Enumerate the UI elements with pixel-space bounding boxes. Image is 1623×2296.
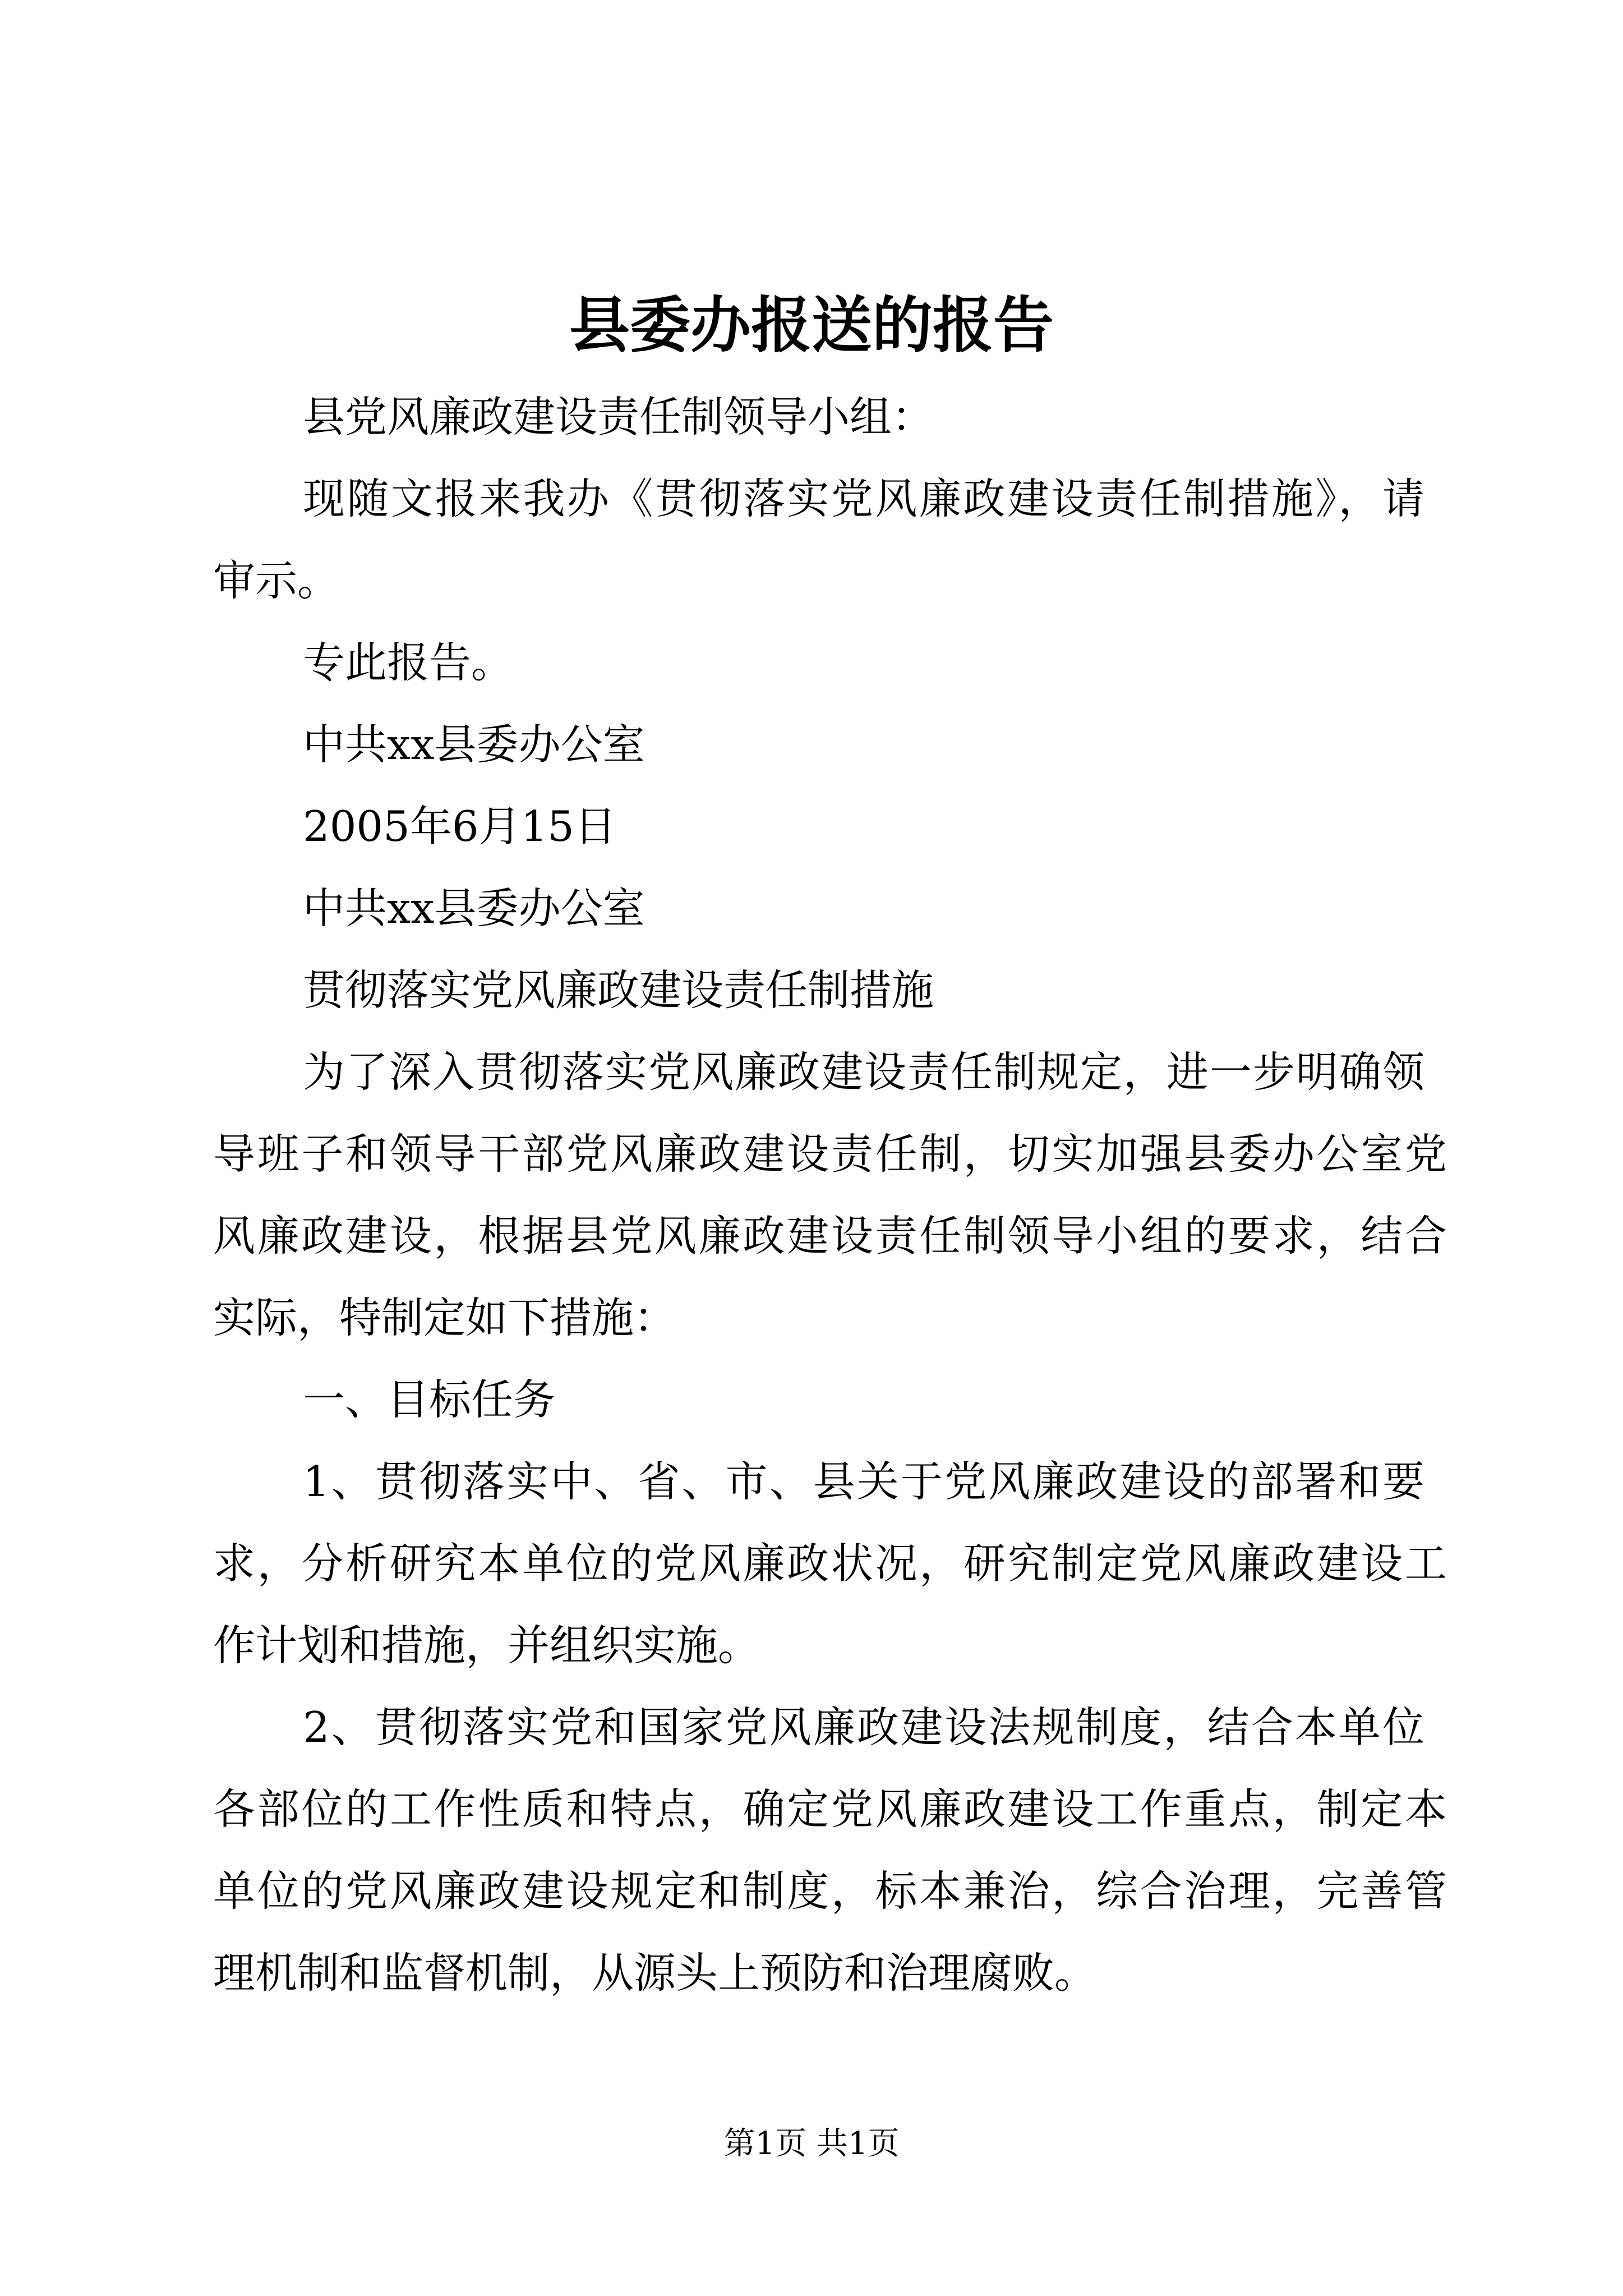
body-line: 求，分析研究本单位的党风廉政状况，研究制定党风廉政建设工: [213, 1539, 1447, 1588]
section-heading: 一、目标任务: [303, 1375, 556, 1424]
body-line: 为了深入贯彻落实党风廉政建设责任制规定，进一步明确领: [303, 1047, 1424, 1097]
body-line: 审示。: [213, 556, 340, 605]
addressee-line: 县党风廉政建设责任制领导小组：: [303, 392, 934, 441]
body-line: 作计划和措施，并组织实施。: [213, 1621, 760, 1670]
body-line: 风廉政建设，根据县党风廉政建设责任制领导小组的要求，结合: [213, 1211, 1447, 1260]
page-title: 县委办报送的报告: [569, 290, 1054, 361]
attachment-title: 贯彻落实党风廉政建设责任制措施: [303, 965, 934, 1015]
body-line: 实际，特制定如下措施：: [213, 1293, 676, 1342]
body-line: 2、贯彻落实党和国家党风廉政建设法规制度，结合本单位: [303, 1703, 1424, 1752]
body-line: 单位的党风廉政建设规定和制度，标本兼治，综合治理，完善管: [213, 1866, 1447, 1916]
body-line: 理机制和监督机制，从源头上预防和治理腐败。: [213, 1948, 1097, 1998]
body-line: 导班子和领导干部党风廉政建设责任制，切实加强县委办公室党: [213, 1129, 1447, 1179]
body-line: 1、贯彻落实中、省、市、县关于党风廉政建设的部署和要: [303, 1457, 1424, 1506]
body-line: 现随文报来我办《贯彻落实党风廉政建设责任制措施》，请: [303, 474, 1424, 523]
signature-line: 中共xx县委办公室: [303, 720, 645, 769]
closing-line: 专此报告。: [303, 638, 514, 687]
body-line: 各部位的工作性质和特点，确定党风廉政建设工作重点，制定本: [213, 1784, 1447, 1834]
date-line: 2005年6月15日: [303, 802, 617, 851]
signature-line: 中共xx县委办公室: [303, 884, 645, 933]
page-footer: 第1页 共1页: [723, 2125, 900, 2162]
